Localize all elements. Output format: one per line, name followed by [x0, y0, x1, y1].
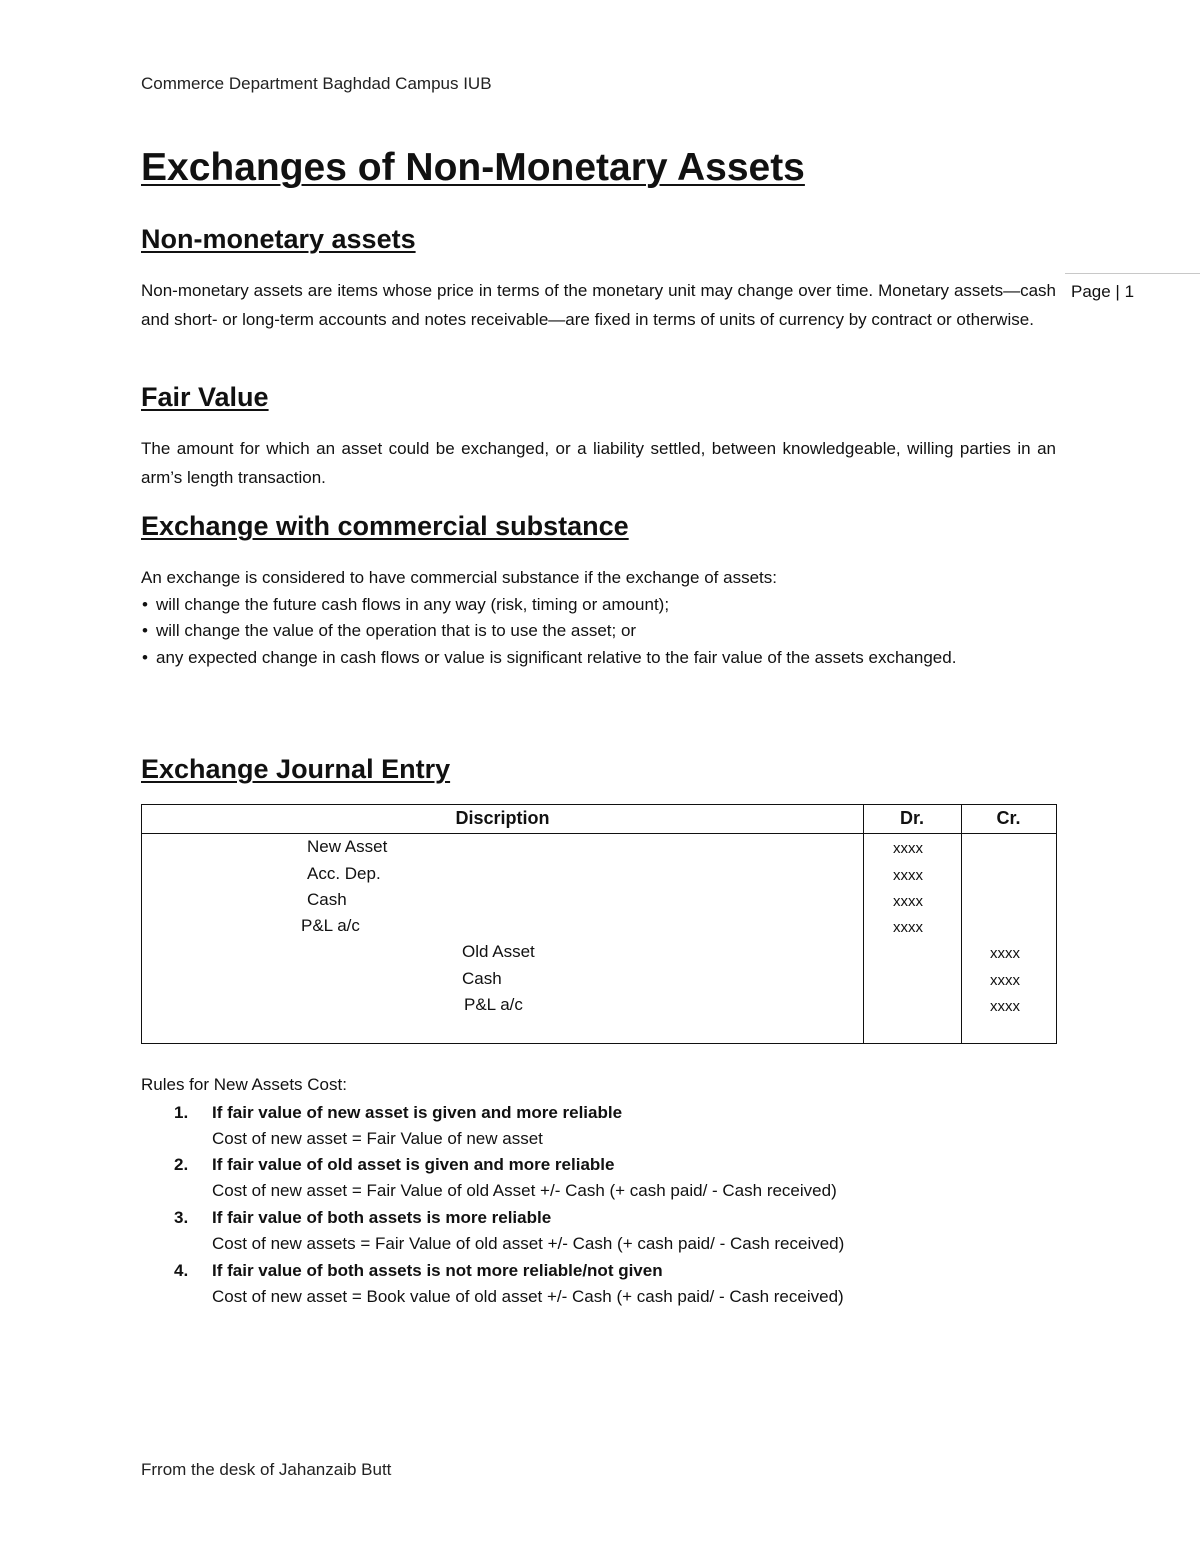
rule-formula: Cost of new assets = Fair Value of old asset +/- Cash (+ cash paid/ - Cash received): [212, 1234, 845, 1253]
debit-amount: xxxx: [893, 867, 923, 884]
rule-formula: Cost of new asset = Book value of old asset +/- Cash (+ cash paid/ - Cash received): [212, 1287, 844, 1306]
paragraph-non-monetary-assets: Non-monetary assets are items whose price in terms of the monetary unit may change over time. Monetary assets—cash and short- or long-term accounts and notes receivable—are fixed in terms of units of currency by contract or otherwise.: [141, 281, 1056, 329]
page-footer: Frrom the desk of Jahanzaib Butt: [141, 1460, 392, 1479]
column-header-dr: Dr.: [899, 808, 924, 828]
credit-amount: xxxx: [990, 998, 1020, 1015]
debit-account: Acc. Dep.: [307, 864, 381, 883]
rule-title: If fair value of both assets is not more reliable/not given: [212, 1261, 663, 1280]
column-header-description: Discription: [455, 808, 550, 828]
credit-amount: xxxx: [990, 945, 1020, 962]
list-item-text: any expected change in cash flows or value is significant relative to the fair value of the assets exchanged.: [156, 647, 957, 667]
page-number-rule: [1065, 273, 1200, 274]
list-item-text: will change the value of the operation that is to use the asset; or: [156, 621, 637, 640]
rules-heading: Rules for New Assets Cost:: [141, 1075, 347, 1094]
heading-journal-entry: Exchange Journal Entry: [141, 754, 451, 784]
rule-title: If fair value of new asset is given and more reliable: [212, 1103, 623, 1122]
credit-amount: xxxx: [990, 972, 1020, 989]
paragraph-fair-value: The amount for which an asset could be exchanged, or a liability settled, between knowledgeable, willing parties in an arm’s length transaction.: [141, 439, 1056, 487]
list-item: [141, 618, 1056, 645]
list-item: [174, 1152, 1054, 1204]
rule-title: If fair value of both assets is more reliable: [212, 1208, 552, 1227]
rule-formula: Cost of new asset = Fair Value of old Asset +/- Cash (+ cash paid/ - Cash received): [212, 1181, 837, 1200]
rule-title: If fair value of old asset is given and more reliable: [212, 1155, 615, 1174]
column-divider: [961, 805, 962, 1043]
commercial-substance-intro: An exchange is considered to have commercial substance if the exchange of assets:: [141, 568, 777, 587]
bullet-icon: •: [142, 621, 148, 640]
header-divider: [142, 833, 1056, 834]
debit-amount: xxxx: [893, 893, 923, 910]
credit-account: Old Asset: [462, 942, 535, 961]
bullet-icon: •: [142, 594, 148, 614]
credit-account: P&L a/c: [464, 995, 523, 1014]
list-item: [141, 592, 1056, 619]
journal-entry-table: [141, 804, 1057, 1044]
document-title: Exchanges of Non-Monetary Assets: [141, 146, 805, 189]
rule-number: 1.: [174, 1103, 189, 1122]
heading-non-monetary-assets: Non-monetary assets: [141, 224, 416, 254]
heading-fair-value: Fair Value: [141, 382, 269, 412]
heading-commercial-substance: Exchange with commercial substance: [141, 511, 629, 541]
debit-amount: xxxx: [893, 840, 923, 857]
list-item: [141, 645, 996, 672]
rule-formula: Cost of new asset = Fair Value of new asset: [212, 1129, 543, 1148]
debit-account: Cash: [307, 890, 347, 909]
rule-number: 3.: [174, 1208, 189, 1227]
debit-amount: xxxx: [893, 919, 923, 936]
list-item-text: will change the future cash flows in any way (risk, timing or amount);: [156, 594, 670, 614]
rule-number: 4.: [174, 1261, 189, 1280]
bullet-icon: •: [142, 647, 148, 667]
page-header: Commerce Department Baghdad Campus IUB: [141, 74, 492, 93]
list-item: [174, 1100, 1054, 1152]
page-number: Page | 1: [1071, 282, 1135, 301]
column-divider: [863, 805, 864, 1043]
debit-account: P&L a/c: [301, 916, 360, 935]
column-header-cr: Cr.: [996, 808, 1021, 828]
commercial-substance-list: [141, 565, 1056, 671]
debit-account: New Asset: [307, 837, 388, 856]
list-item: [174, 1258, 1054, 1310]
rule-number: 2.: [174, 1155, 189, 1174]
list-item: [174, 1205, 1054, 1257]
credit-account: Cash: [462, 969, 502, 988]
